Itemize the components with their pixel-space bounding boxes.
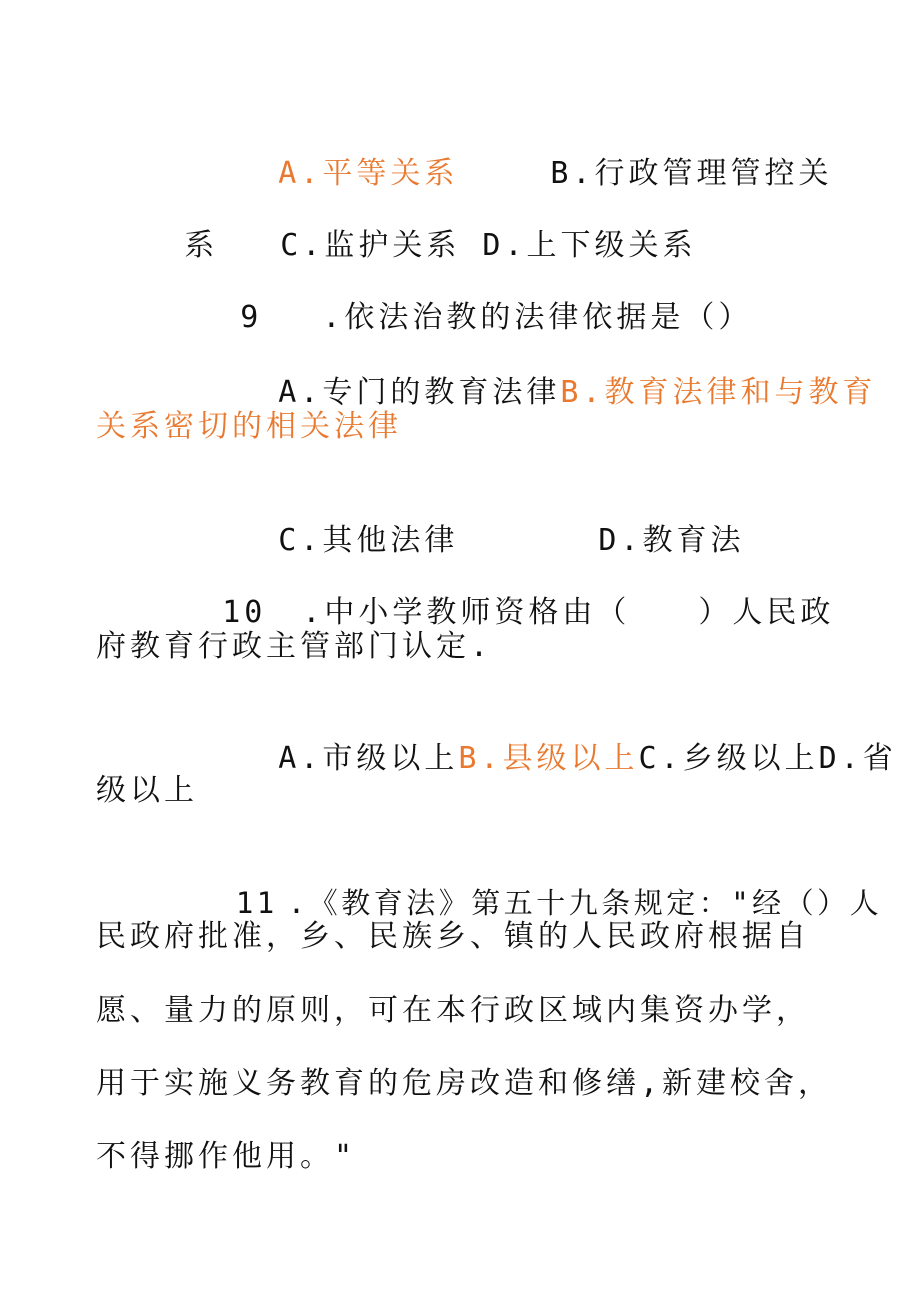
q9-option-c: C.其他法律 — [278, 523, 459, 558]
q10-number: 10 — [222, 595, 267, 630]
q9-option-b-answer-continued: 关系密切的相关法律 — [96, 409, 402, 444]
q10-options-row-1 — [190, 699, 897, 819]
q10-option-d-continued: 级以上 — [96, 773, 198, 808]
q11-stem-row-4: 用于实施义务教育的危房改造和修缮,新建校舍， — [96, 1066, 833, 1101]
q10-stem-row-2: 府教育行政主管部门认定. — [96, 629, 493, 664]
q10-option-c: C.乡级以上 — [638, 741, 819, 776]
q8-options-c-d: C.监护关系 D.上下级关系 — [280, 228, 697, 263]
q10-option-d: D.省 — [818, 741, 897, 776]
q8-option-b-continued: 系 — [184, 228, 219, 263]
q10-stem-text: .中小学教师资格由（ ）人民政 — [302, 595, 835, 630]
q10-option-b-answer: B.县级以上 — [458, 741, 639, 776]
q11-stem-row-5: 不得挪作他用。" — [96, 1139, 357, 1174]
q10-option-a: A.市级以上 — [278, 741, 459, 776]
q9-number: 9 — [240, 300, 263, 335]
q9-option-d: D.教育法 — [598, 523, 745, 558]
q9-option-a: A.专门的教育法律 — [278, 375, 561, 410]
q11-stem-row-3: 愿、量力的原则，可在本行政区域内集资办学， — [96, 993, 810, 1028]
q8-option-a-answer: A.平等关系 — [278, 156, 459, 191]
q11-number: 11 — [235, 886, 278, 920]
q9-stem-text: .依法治教的法律依据是（） — [322, 300, 753, 335]
q9-option-b-answer: B.教育法律和与教育 — [560, 375, 877, 410]
q8-option-b: B.行政管理管控关 — [550, 156, 833, 191]
q11-stem-text-1: .《教育法》第五十九条规定："经（）人 — [287, 886, 883, 920]
q11-stem-row-2: 民政府批准，乡、民族乡、镇的人民政府根据自 — [96, 919, 810, 954]
